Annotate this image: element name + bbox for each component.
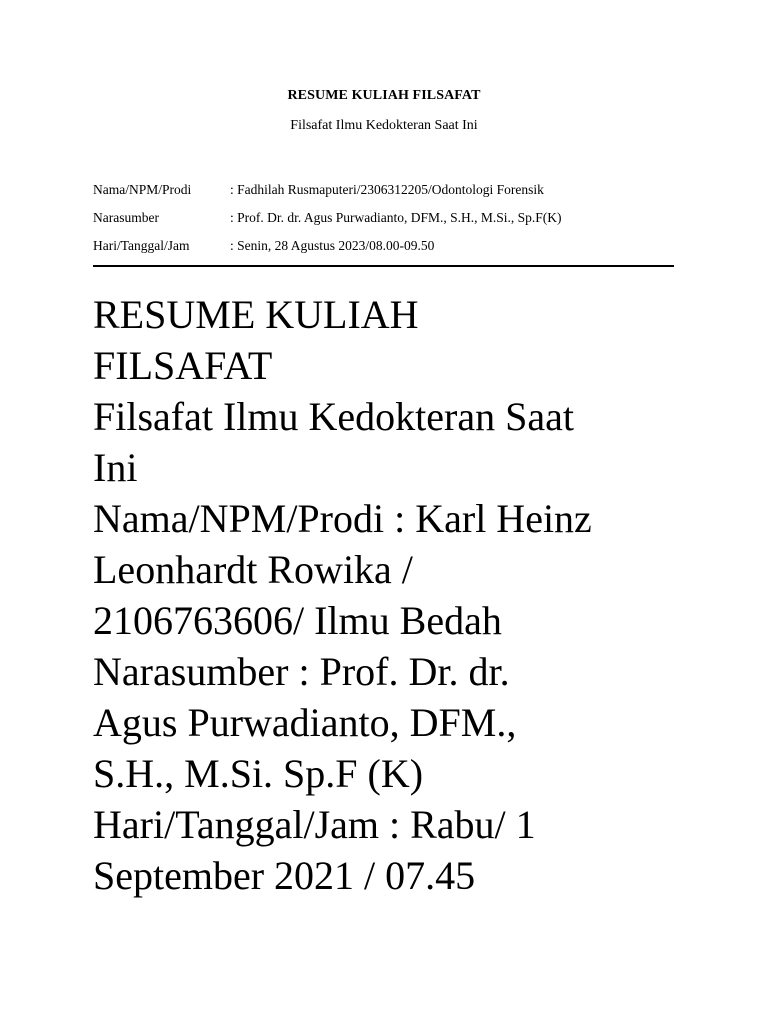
document-title: RESUME KULIAH FILSAFAT: [287, 88, 481, 103]
body-line: Ini: [93, 445, 138, 490]
body-line: Agus Purwadianto, DFM.,: [93, 700, 517, 745]
body-line: RESUME KULIAH: [93, 292, 419, 337]
body-line: Leonhardt Rowika /: [93, 547, 413, 592]
info-label: Nama/NPM/Prodi: [93, 182, 192, 197]
body-line: Hari/Tanggal/Jam : Rabu/ 1: [93, 802, 536, 847]
info-row-hari-tanggal: [93, 232, 562, 260]
info-table: [93, 176, 562, 260]
body-line: 2106763606/ Ilmu Bedah: [93, 598, 502, 643]
horizontal-divider: [93, 265, 674, 267]
body-line: Narasumber : Prof. Dr. dr.: [93, 649, 510, 694]
document-subtitle: Filsafat Ilmu Kedokteran Saat Ini: [290, 118, 478, 133]
info-row-narasumber: [93, 204, 562, 232]
info-label: Narasumber: [93, 210, 159, 225]
body-line: S.H., M.Si. Sp.F (K): [93, 751, 424, 796]
info-label: Hari/Tanggal/Jam: [93, 238, 190, 253]
body-line: September 2021 / 07.45: [93, 853, 476, 898]
body-text: [93, 289, 693, 901]
info-row-nama: [93, 176, 562, 204]
body-line: Nama/NPM/Prodi : Karl Heinz: [93, 496, 592, 541]
info-value: : Prof. Dr. dr. Agus Purwadianto, DFM., S.H., M.Si., Sp.F(K): [230, 210, 562, 225]
info-value: : Senin, 28 Agustus 2023/08.00-09.50: [230, 238, 435, 253]
body-line: Filsafat Ilmu Kedokteran Saat: [93, 394, 574, 439]
info-value: : Fadhilah Rusmaputeri/2306312205/Odontologi Forensik: [230, 182, 544, 197]
body-line: FILSAFAT: [93, 343, 273, 388]
